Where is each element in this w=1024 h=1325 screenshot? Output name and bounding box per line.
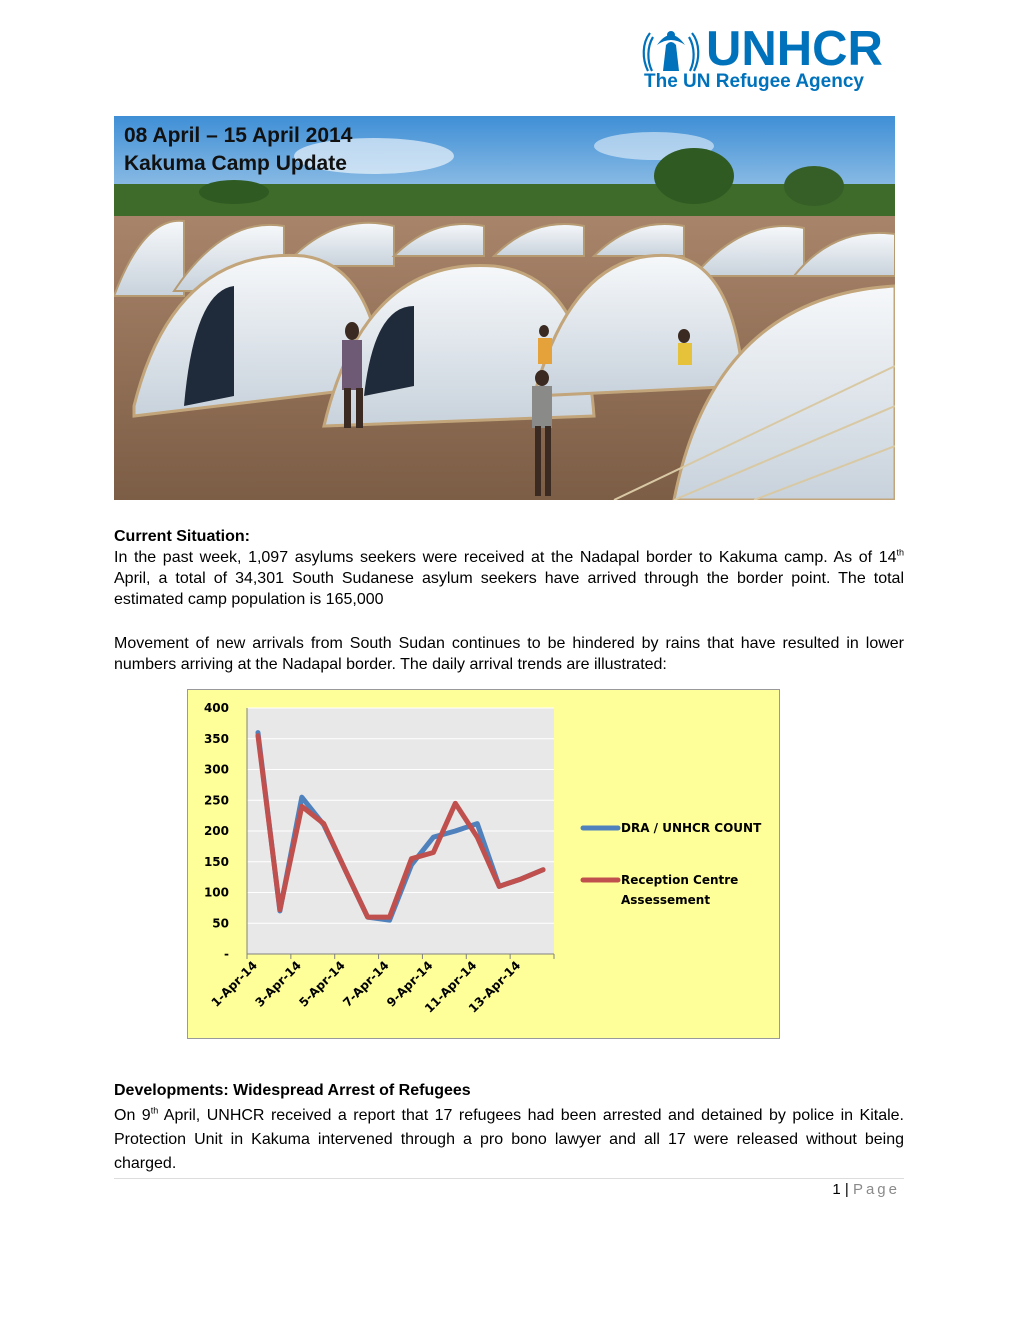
developments-paragraph — [114, 1104, 904, 1176]
logo-tagline: The UN Refugee Agency — [644, 71, 864, 92]
hero-title-dates: 08 April – 15 April 2014 — [124, 124, 353, 147]
page-label: Page — [852, 1181, 900, 1198]
current-situation-paragraph — [114, 547, 904, 610]
legend-label-2: Reception Centre — [621, 873, 739, 887]
current-situation-heading: Current Situation: — [114, 528, 250, 545]
y-tick-label: 400 — [203, 701, 229, 715]
dev-superscript: th — [150, 1105, 159, 1116]
hero-title-name: Kakuma Camp Update — [124, 152, 347, 175]
y-tick-label: 250 — [203, 793, 229, 808]
developments-heading: Developments: Widespread Arrest of Refugees — [114, 1082, 471, 1099]
page-number-value: 1 — [832, 1181, 841, 1198]
arrival-trends-chart — [187, 689, 780, 1039]
dev-part-a: On 9 — [114, 1107, 151, 1124]
legend-label-1: DRA / UNHCR COUNT — [621, 821, 762, 835]
logo-wordmark: UNHCR — [706, 22, 883, 76]
hero-photo — [114, 116, 895, 500]
x-tick-label: 11-Apr-14 — [421, 958, 480, 1016]
y-tick-label: 150 — [203, 854, 229, 869]
y-tick-label: 100 — [203, 885, 229, 900]
chart-svg — [188, 690, 779, 1038]
unhcr-logo — [640, 22, 910, 95]
page-separator: | — [844, 1181, 849, 1198]
x-tick-label: 5-Apr-14 — [296, 958, 348, 1010]
y-tick-label: 200 — [203, 824, 229, 838]
y-tick-label: - — [224, 947, 229, 961]
movement-paragraph: Movement of new arrivals from South Sudan continues to be hindered by rains that have resulted in lower numbers arriving at the Nadapal border. The daily arrival trends are illustrated: — [114, 635, 904, 673]
unhcr-emblem-icon — [640, 27, 702, 77]
page-number — [780, 1181, 900, 1198]
x-tick-label: 7-Apr-14 — [340, 958, 392, 1010]
legend-label-2: Assessement — [621, 893, 711, 907]
p1-part-a: In the past week, 1,097 asylums seekers were received at the Nadapal border to Kakuma camp. As of 14 — [114, 549, 897, 566]
footer-divider — [114, 1178, 904, 1179]
y-tick-label: 350 — [203, 731, 229, 746]
p1-part-b: April, a total of 34,301 South Sudanese asylum seekers have arrived through the border point. The total estimated camp population is 165,000 — [114, 570, 904, 608]
x-tick-label: 13-Apr-14 — [465, 958, 524, 1016]
hero-title — [124, 122, 352, 178]
y-tick-label: 50 — [212, 916, 229, 931]
x-tick-label: 3-Apr-14 — [252, 958, 304, 1010]
x-tick-label: 1-Apr-14 — [208, 958, 261, 1010]
dev-part-b: April, UNHCR received a report that 17 refugees had been arrested and detained by police in Kitale. Protection Unit in Kakuma intervened through a pro bono lawyer and all 17 were released without being charged. — [114, 1107, 905, 1172]
x-tick-label: 9-Apr-14 — [384, 958, 436, 1010]
p1-superscript: th — [896, 547, 904, 558]
y-tick-label: 300 — [203, 762, 229, 777]
